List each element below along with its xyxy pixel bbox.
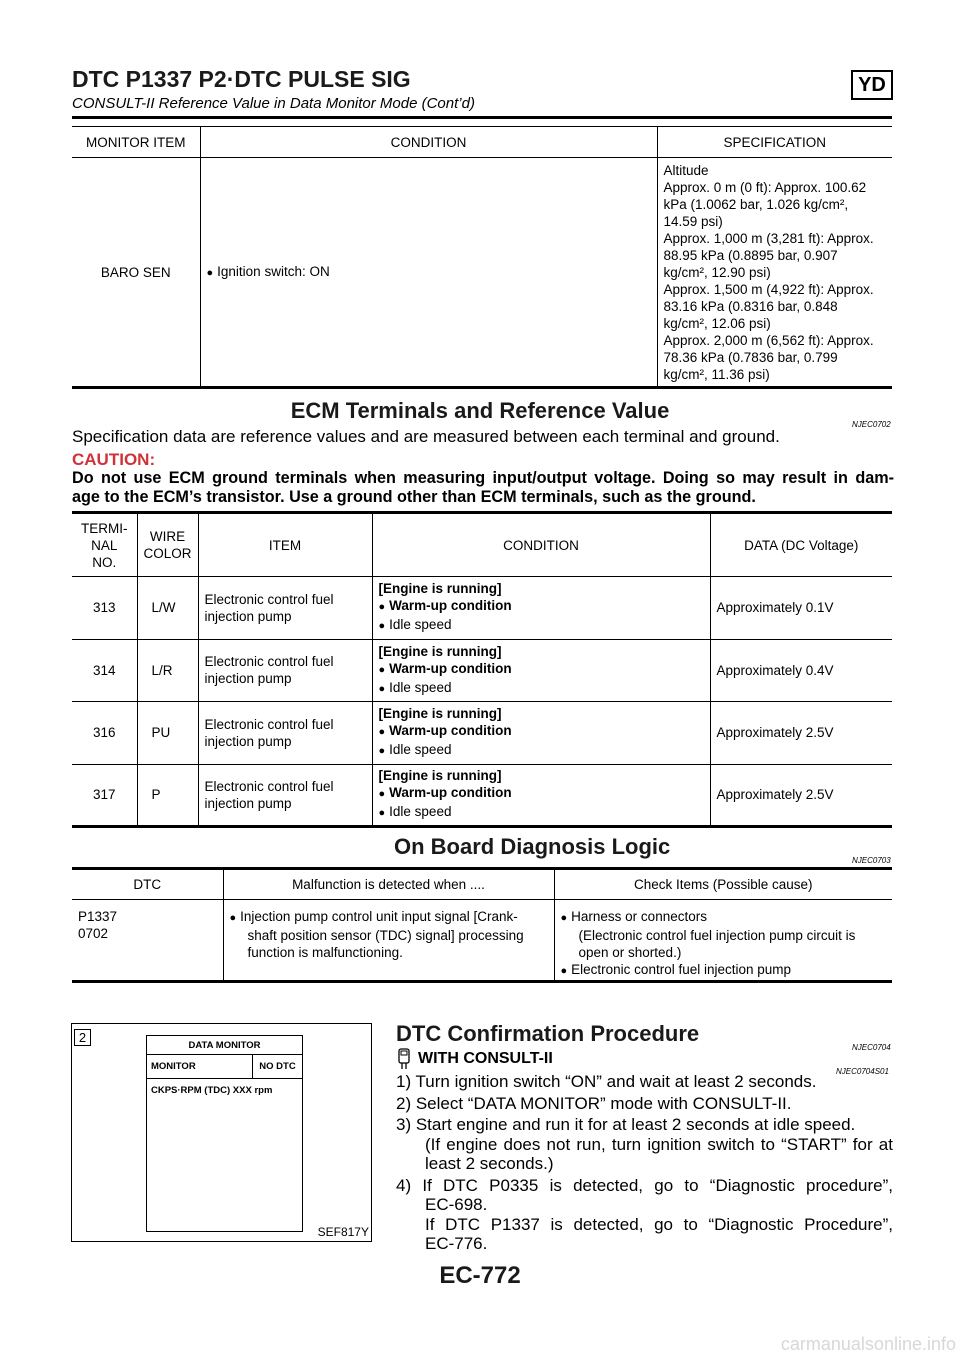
dtc-section-title: DTC Confirmation Procedure: [396, 1021, 700, 1046]
ecm-intro: Specification data are reference values and are measured between each terminal and ground.: [72, 427, 780, 446]
cell-data: Approximately 2.5V: [710, 702, 892, 765]
spec-line: kPa (1.0062 bar, 1.026 kg/cm²,: [663, 196, 849, 212]
th-monitor-item: MONITOR ITEM: [72, 127, 200, 158]
cell-condition: ● Ignition switch: ON: [200, 158, 657, 388]
ecm-section-title: ECM Terminals and Reference Value: [290, 398, 670, 423]
table-row: [72, 900, 892, 982]
spec-line: 78.36 kPa (0.7836 bar, 0.799: [663, 349, 838, 365]
data-monitor-screen: [146, 1035, 303, 1232]
monitor-table: [72, 126, 892, 389]
screen-header-row: [147, 1055, 302, 1079]
cell-terminal: 313: [92, 600, 116, 616]
header-rule: [72, 116, 892, 119]
ecm-terminals-table: [72, 511, 892, 828]
figure-caption: SEF817Y: [317, 1225, 369, 1239]
table-row: [72, 764, 892, 827]
spec-line: 83.16 kPa (0.8316 bar, 0.848: [663, 298, 838, 314]
spec-line: Approx. 1,000 m (3,281 ft): Approx.: [663, 230, 874, 246]
step-2: 2) Select “DATA MONITOR” mode with CONSULT-II.: [396, 1093, 792, 1113]
spec-line: kg/cm², 11.36 psi): [663, 366, 770, 382]
spec-line: kg/cm², 12.06 psi): [663, 315, 771, 331]
spec-line: kg/cm², 12.90 psi): [663, 264, 771, 280]
th-data: DATA (DC Voltage): [710, 513, 892, 577]
procedure-steps: [396, 1072, 893, 1256]
consult-subheading-code: NJEC0704S01: [836, 1067, 889, 1076]
cell-data: Approximately 2.5V: [710, 764, 892, 827]
consult-screen-figure: [71, 1023, 372, 1242]
dtc-section-code: NJEC0704: [852, 1043, 891, 1052]
table-row: [72, 702, 892, 765]
spec-line: Approx. 2,000 m (6,562 ft): Approx.: [663, 332, 874, 348]
cell-condition: [Engine is running] ● Warm-up condition ● Idle speed: [372, 702, 710, 765]
spec-line: Approx. 0 m (0 ft): Approx. 100.62: [663, 179, 867, 195]
screen-col-monitor: MONITOR: [147, 1055, 253, 1078]
step-4: 4) If DTC P0335 is detected, go to “Diagnostic procedure”, EC-698. If DTC P1337 is detected, go to “Diagnostic Procedure”, EC-776.: [396, 1175, 893, 1253]
step-3: 3) Start engine and run it for at least 2 seconds at idle speed. (If engine does not run, turn ignition switch to “START” for at least 2 seconds.): [396, 1115, 893, 1173]
step-1: 1) Turn ignition switch “ON” and wait at least 2 seconds.: [396, 1072, 817, 1091]
spec-line: Altitude: [663, 162, 709, 178]
th-condition: CONDITION: [372, 513, 710, 577]
th-check-items: Check Items (Possible cause): [554, 869, 892, 900]
cell-wire: L/W: [137, 577, 198, 640]
cell-item: Electronic control fuel injection pump: [198, 764, 372, 827]
consult-tool-icon: [396, 1048, 412, 1070]
th-dtc: DTC: [72, 869, 223, 900]
engine-badge: YD: [851, 70, 893, 100]
spec-line: 14.59 psi): [663, 213, 723, 229]
obd-section-code: NJEC0703: [852, 856, 891, 865]
page-subtitle: CONSULT-II Reference Value in Data Monitor Mode (Cont’d): [72, 95, 475, 112]
th-item: ITEM: [198, 513, 372, 577]
table-row: [72, 158, 892, 388]
cell-item: Electronic control fuel injection pump: [198, 702, 372, 765]
cell-terminal: 317: [72, 764, 137, 827]
cell-dtc: P1337 0702: [78, 909, 118, 941]
th-wire-color: WIRE COLOR: [137, 513, 198, 577]
cell-wire: L/R: [137, 639, 198, 702]
cell-check-items: ● Harness or connectors (Electronic control fuel injection pump circuit is open or shorted.) ● Electronic control fuel injection pump: [554, 900, 892, 982]
cell-item: BARO SEN: [100, 264, 171, 280]
table-row: [72, 639, 892, 702]
cell-item: Electronic control fuel injection pump: [198, 639, 372, 702]
table-row: [72, 577, 892, 640]
figure-number: 2: [74, 1029, 91, 1046]
spec-line: 88.95 kPa (0.8895 bar, 0.907: [663, 247, 838, 263]
cell-condition: [Engine is running] ● Warm-up condition ● Idle speed: [372, 764, 710, 827]
obd-section-title: On Board Diagnosis Logic: [394, 834, 671, 859]
th-terminal: TERMI- NAL NO.: [72, 513, 137, 577]
ecm-section-code: NJEC0702: [852, 420, 891, 429]
th-specification: SPECIFICATION: [657, 127, 892, 158]
page-number: EC-772: [439, 1262, 521, 1289]
cell-condition: [Engine is running] ● Warm-up condition ● Idle speed: [372, 577, 710, 640]
caution-label: CAUTION:: [72, 450, 156, 469]
obd-logic-table: [72, 867, 892, 983]
page-title: DTC P1337 P2·DTC PULSE SIG: [72, 66, 411, 92]
cell-item: Electronic control fuel injection pump: [198, 577, 372, 640]
cell-malfunction: ● Injection pump control unit input signal [Crank- shaft position sensor (TDC) signal] processing function is malfunctioning.: [223, 900, 554, 982]
screen-reading: CKPS·RPM (TDC) XXX rpm: [151, 1085, 273, 1096]
caution-text: Do not use ECM ground terminals when measuring input/output voltage. Doing so may result in dam- age to the ECM’s transistor. Use a ground other than ECM terminals, such as the ground.: [72, 469, 894, 506]
screen-title: DATA MONITOR: [147, 1036, 302, 1055]
th-condition: CONDITION: [200, 127, 657, 158]
cell-condition: [Engine is running] ● Warm-up condition ● Idle speed: [372, 639, 710, 702]
watermark: carmanualsonline.info: [780, 1334, 956, 1354]
spec-line: Approx. 1,500 m (4,922 ft): Approx.: [663, 281, 874, 297]
cell-wire: PU: [137, 702, 198, 765]
cell-specification: [657, 158, 892, 388]
cell-terminal: 316: [72, 702, 137, 765]
th-malfunction: Malfunction is detected when ....: [223, 869, 554, 900]
cell-wire: P: [137, 764, 198, 827]
cell-data: Approximately 0.4V: [710, 639, 892, 702]
consult-subheading: WITH CONSULT-II: [396, 1048, 553, 1070]
screen-col-status: NO DTC: [259, 1061, 296, 1072]
cell-terminal: 314: [72, 639, 137, 702]
cell-data: Approximately 0.1V: [710, 577, 892, 640]
